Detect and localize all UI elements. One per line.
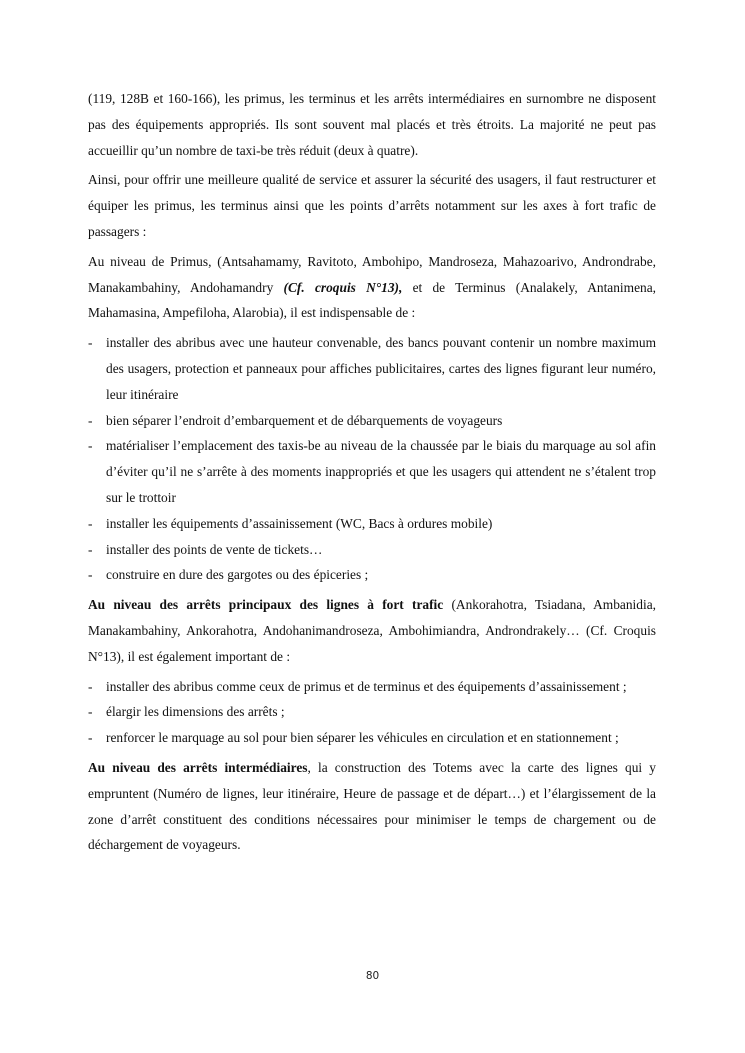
page-number: 80	[365, 970, 380, 982]
list-item: - installer les équipements d’assainissement (WC, Bacs à ordures mobile)	[88, 511, 656, 537]
list-item: - installer des abribus comme ceux de primus et de terminus et des équipements d’assainissement ;	[88, 674, 656, 700]
primus-text-end: et de Terminus (Analakely, Antanimena, Mahamasina, Ampefiloha, Alarobia), il est indispensable de :	[88, 279, 656, 321]
list-item: - construire en dure des gargotes ou des épiceries ;	[88, 562, 656, 588]
document-page	[88, 86, 656, 862]
list-item: - bien séparer l’endroit d’embarquement et de débarquements de voyageurs	[88, 408, 656, 434]
primus-text-start: Au niveau de Primus, (Antsahamamy, Ravitoto, Ambohipo, Mandroseza, Mahazoarivo, Androndrabe, Manakambahiny, Andohamandry	[88, 253, 656, 295]
croquis-reference: (Cf. croquis N°13),	[283, 279, 403, 295]
list-item: - installer des abribus avec une hauteur convenable, des bancs pouvant contenir un nombre maximum des usagers, protection et panneaux pour affiches publicitaires, cartes des lignes figurant leur numéro, leur itinéraire	[88, 330, 656, 407]
paragraph-arrets-principaux	[88, 592, 656, 669]
paragraph-intro: (119, 128B et 160-166), les primus, les terminus et les arrêts intermédiaires en surnombre ne disposent pas des équipements appropriés. Ils sont souvent mal placés et très étroits. La majorité ne peut pas accueillir qu’un nombre de taxi-be très réduit (deux à quatre).	[88, 91, 656, 158]
paragraph-ainsi: Ainsi, pour offrir une meilleure qualité de service et assurer la sécurité des usagers, il faut restructurer et équiper les primus, les terminus ainsi que les points d’arrêts notamment sur les axes à fort trafic de passagers :	[88, 172, 656, 239]
list-item: - installer des points de vente de tickets…	[88, 537, 656, 563]
list-item: - élargir les dimensions des arrêts ;	[88, 699, 656, 725]
arrets-intermediaires-text: , la construction des Totems avec la carte des lignes qui y empruntent (Numéro de lignes, leur itinéraire, Heure de passage et de départ…) et l’élargissement de la zone d’arrêt constituent des conditions nécessaires pour minimiser le temps de chargement ou de déchargement de voyageurs.	[88, 759, 656, 853]
arrets-principaux-heading: Au niveau des arrêts principaux des lignes à fort trafic	[88, 597, 444, 613]
list-primus	[88, 330, 656, 588]
list-principaux	[88, 674, 656, 751]
list-item: - matérialiser l’emplacement des taxis-be au niveau de la chaussée par le biais du marquage au sol afin d’éviter qu’il ne s’arrête à des moments inappropriés et que les usagers qui attendent ne s’étalent trop sur le trottoir	[88, 433, 656, 510]
paragraph-primus	[88, 249, 656, 326]
arrets-intermediaires-heading: Au niveau des arrêts intermédiaires	[88, 759, 308, 775]
paragraph-arrets-intermediaires	[88, 755, 656, 858]
arrets-principaux-text: (Ankorahotra, Tsiadana, Ambanidia, Manakambahiny, Ankorahotra, Andohanimandroseza, Ambohimiandra, Androndrakely… (Cf. Croquis N°13), il est également important de :	[88, 597, 656, 664]
list-item: - renforcer le marquage au sol pour bien séparer les véhicules en circulation et en stationnement ;	[88, 725, 656, 751]
